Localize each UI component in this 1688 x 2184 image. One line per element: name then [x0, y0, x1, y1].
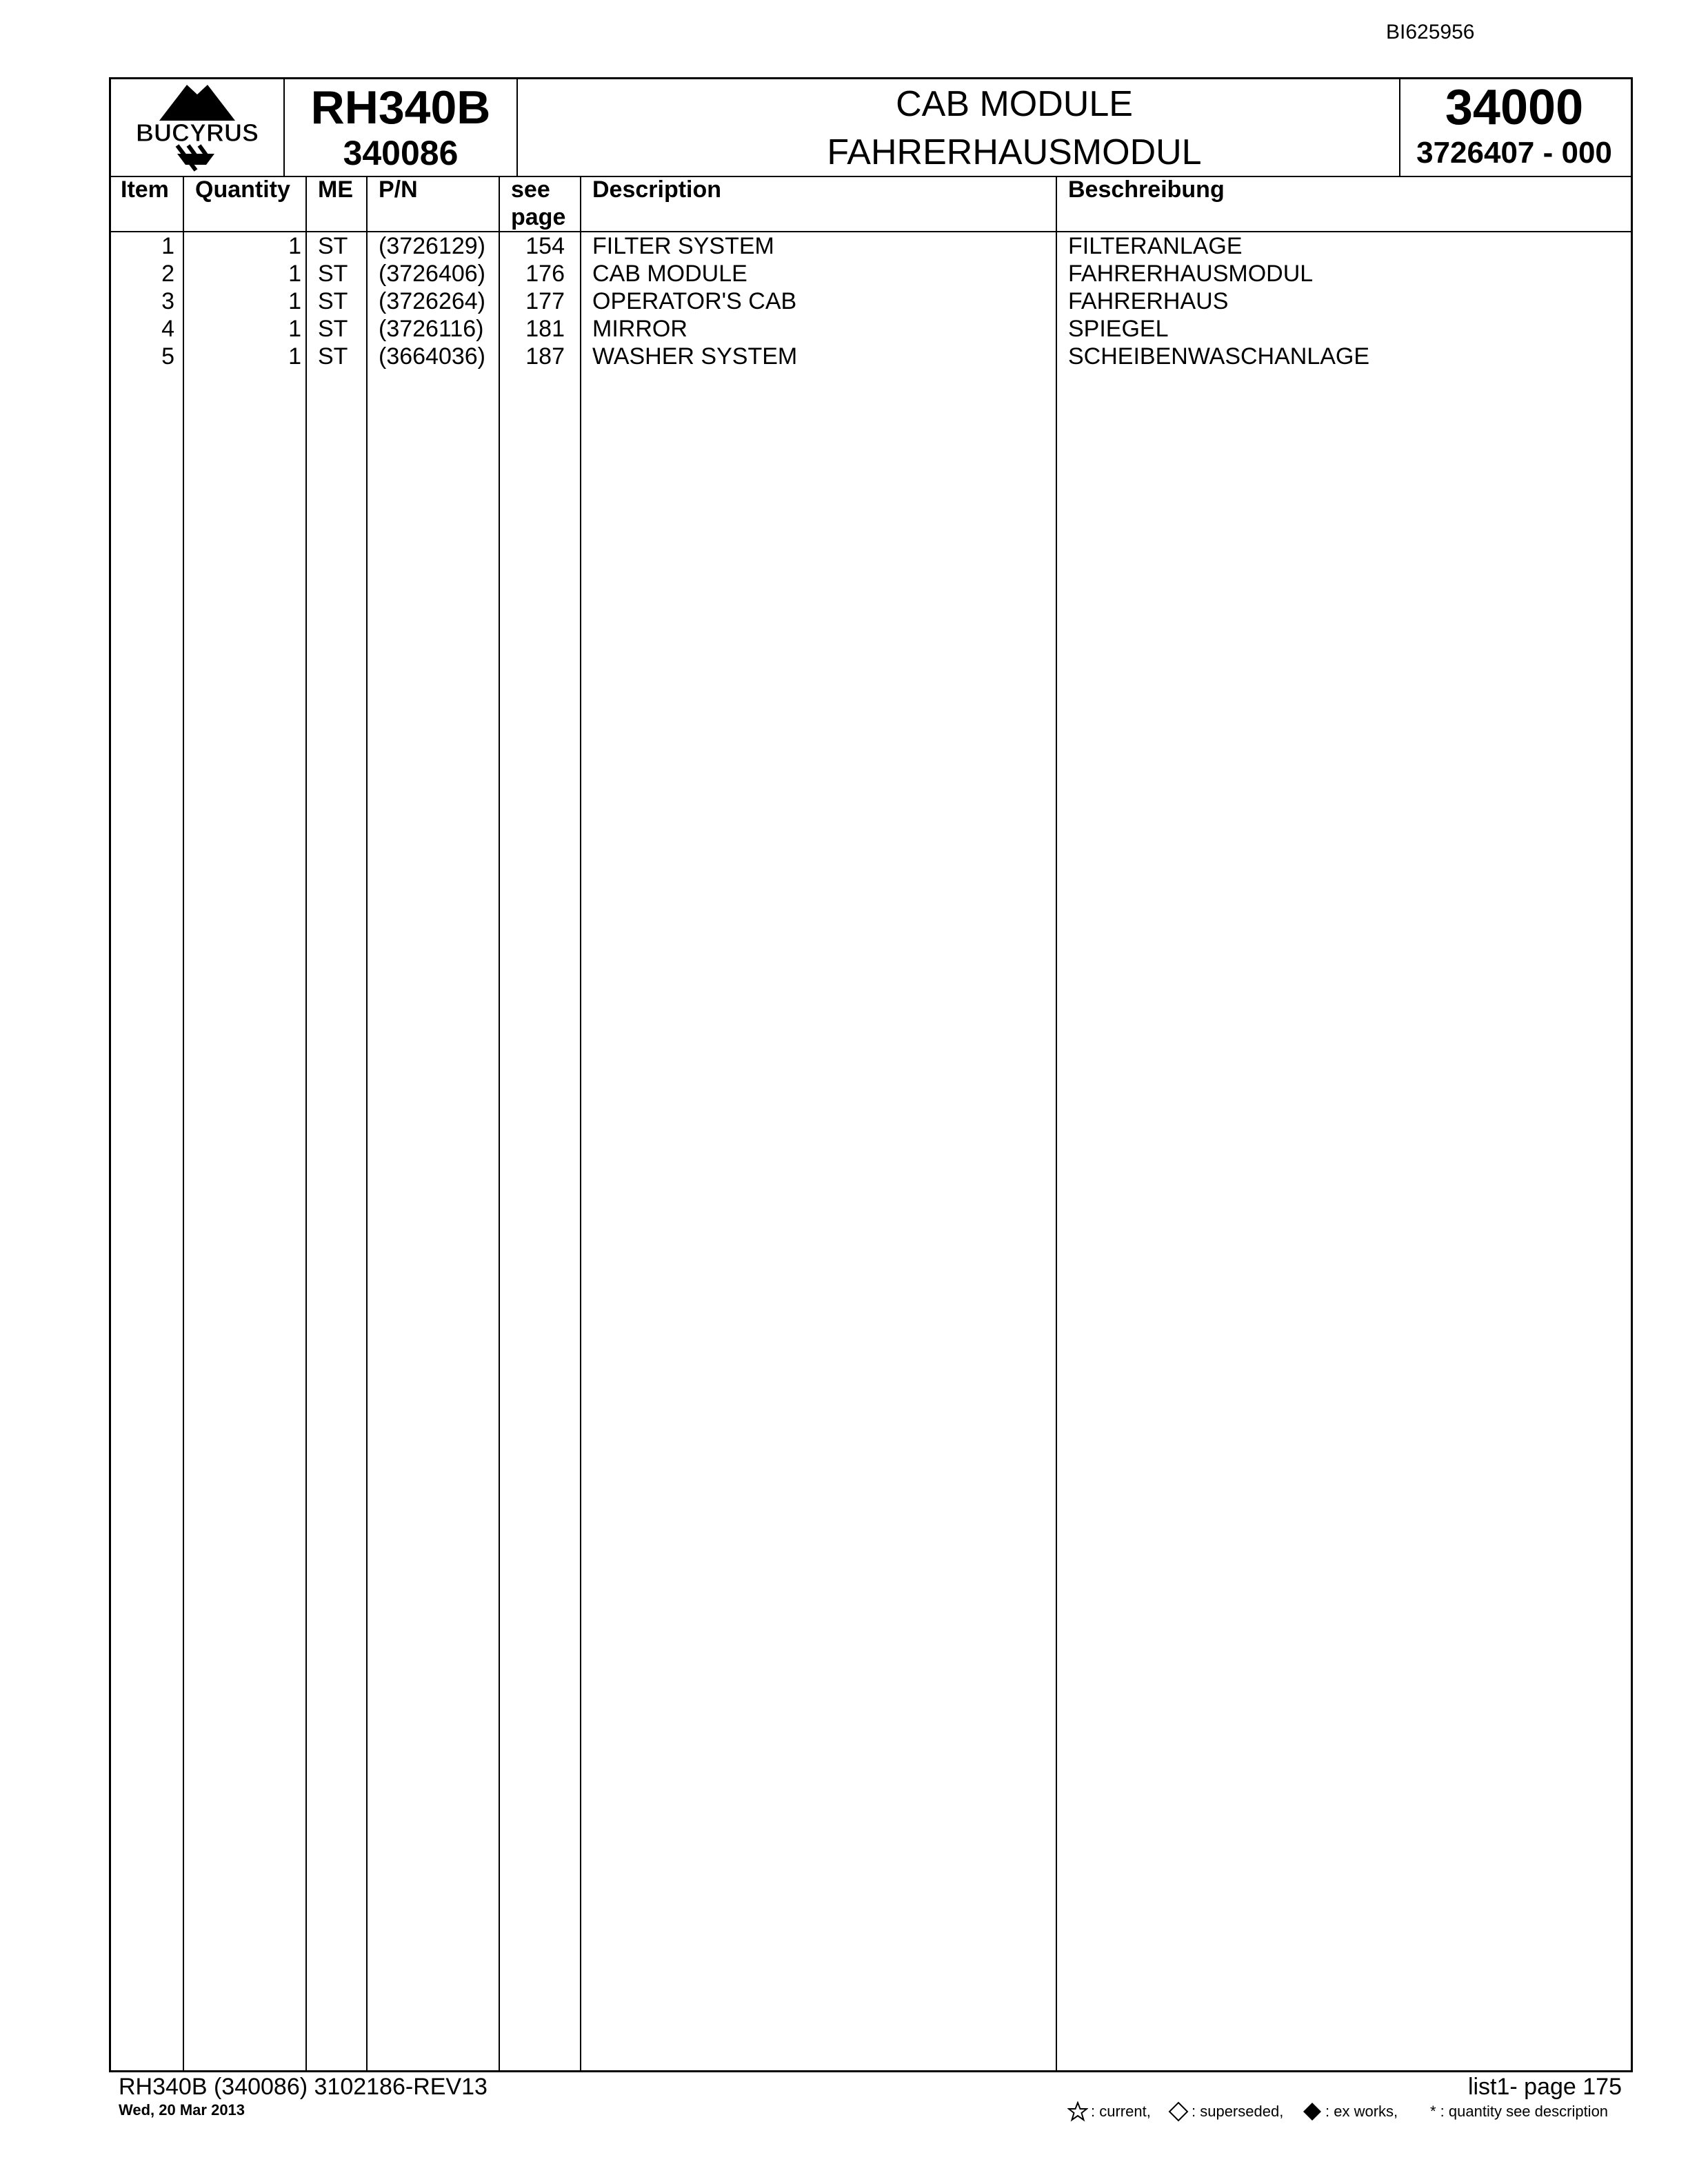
column-divider: [305, 176, 307, 2072]
item-cell: 5: [161, 343, 174, 370]
see-page-cell: 176: [525, 261, 565, 287]
legend-quantity-label: * : quantity see description: [1430, 2103, 1609, 2120]
beschreibung-cell: FILTERANLAGE: [1068, 233, 1243, 259]
item-cell: 3: [161, 288, 174, 314]
see-page-line-1: see: [511, 176, 550, 203]
quantity-cell: 1: [288, 261, 301, 287]
column-header-quantity: Quantity: [195, 176, 290, 203]
column-header-see-page: [511, 176, 565, 231]
quantity-cell: 1: [288, 288, 301, 314]
description-cell: MIRROR: [592, 316, 687, 342]
me-cell: ST: [318, 288, 348, 314]
part-number-cell: (3726116): [379, 316, 484, 342]
beschreibung-cell: SCHEIBENWASCHANLAGE: [1068, 343, 1370, 370]
see-page-cell: 187: [525, 343, 565, 370]
see-page-cell: 177: [525, 288, 565, 314]
part-number-cell: (3664036): [379, 343, 486, 370]
column-header-item: Item: [121, 176, 169, 203]
column-header-description: Description: [592, 176, 722, 203]
quantity-cell: 1: [288, 316, 301, 342]
column-divider: [366, 176, 368, 2072]
part-number-cell: (3726264): [379, 288, 486, 314]
beschreibung-cell: FAHRERHAUS: [1068, 288, 1229, 314]
group-number: 34000: [1445, 80, 1584, 135]
header-divider: [283, 79, 285, 176]
footer-document-ref: RH340B (340086) 3102186-REV13: [119, 2074, 488, 2100]
column-divider: [580, 176, 581, 2072]
table-row: [111, 315, 1631, 343]
description-cell: WASHER SYSTEM: [592, 343, 798, 370]
diamond-filled-icon: [1302, 2101, 1323, 2122]
column-divider: [499, 176, 500, 2072]
part-number-cell: (3726406): [379, 261, 486, 287]
bucyrus-logo-mark: [111, 79, 283, 176]
column-header-beschreibung: Beschreibung: [1068, 176, 1225, 203]
beschreibung-cell: SPIEGEL: [1068, 316, 1169, 342]
model-number: 340086: [343, 134, 459, 172]
title-english: CAB MODULE: [896, 84, 1133, 124]
table-row: [111, 232, 1631, 260]
legend: [1067, 2100, 1633, 2123]
column-divider: [183, 176, 184, 2072]
description-cell: OPERATOR'S CAB: [592, 288, 797, 314]
item-cell: 2: [161, 261, 174, 287]
me-cell: ST: [318, 316, 348, 342]
column-header-pn: P/N: [379, 176, 418, 203]
footer-page-number: list1- page 175: [1467, 2074, 1622, 2100]
column-divider: [1056, 176, 1057, 2072]
see-page-line-2: page: [511, 204, 566, 230]
beschreibung-cell: FAHRERHAUSMODUL: [1068, 261, 1314, 287]
diamond-outline-icon: [1168, 2101, 1189, 2122]
item-cell: 4: [161, 316, 174, 342]
parts-list-sheet: [109, 77, 1633, 2072]
legend-ex-works-label: : ex works,: [1325, 2103, 1398, 2120]
description-cell: FILTER SYSTEM: [592, 233, 774, 259]
me-cell: ST: [318, 233, 348, 259]
bucyrus-logo: [111, 79, 283, 176]
me-cell: ST: [318, 261, 348, 287]
me-cell: ST: [318, 343, 348, 370]
part-number-cell: (3726129): [379, 233, 486, 259]
document-id: BI625956: [1386, 21, 1475, 43]
quantity-cell: 1: [288, 233, 301, 259]
description-cell: CAB MODULE: [592, 261, 747, 287]
table-row: [111, 287, 1631, 315]
title-german: FAHRERHAUSMODUL: [827, 132, 1202, 172]
legend-current-label: : current,: [1091, 2103, 1151, 2120]
group-reference: 3726407 - 000: [1416, 136, 1612, 170]
footer-date: Wed, 20 Mar 2013: [119, 2101, 245, 2119]
table-row: [111, 343, 1631, 370]
column-header-me: ME: [318, 176, 353, 203]
star-outline-icon: [1067, 2101, 1088, 2122]
legend-superseded-label: : superseded,: [1192, 2103, 1284, 2120]
see-page-cell: 181: [525, 316, 565, 342]
see-page-cell: 154: [525, 233, 565, 259]
item-cell: 1: [161, 233, 174, 259]
svg-text:BUCYRUS: BUCYRUS: [135, 119, 259, 147]
quantity-cell: 1: [288, 343, 301, 370]
model-name: RH340B: [310, 81, 491, 134]
table-row: [111, 260, 1631, 287]
